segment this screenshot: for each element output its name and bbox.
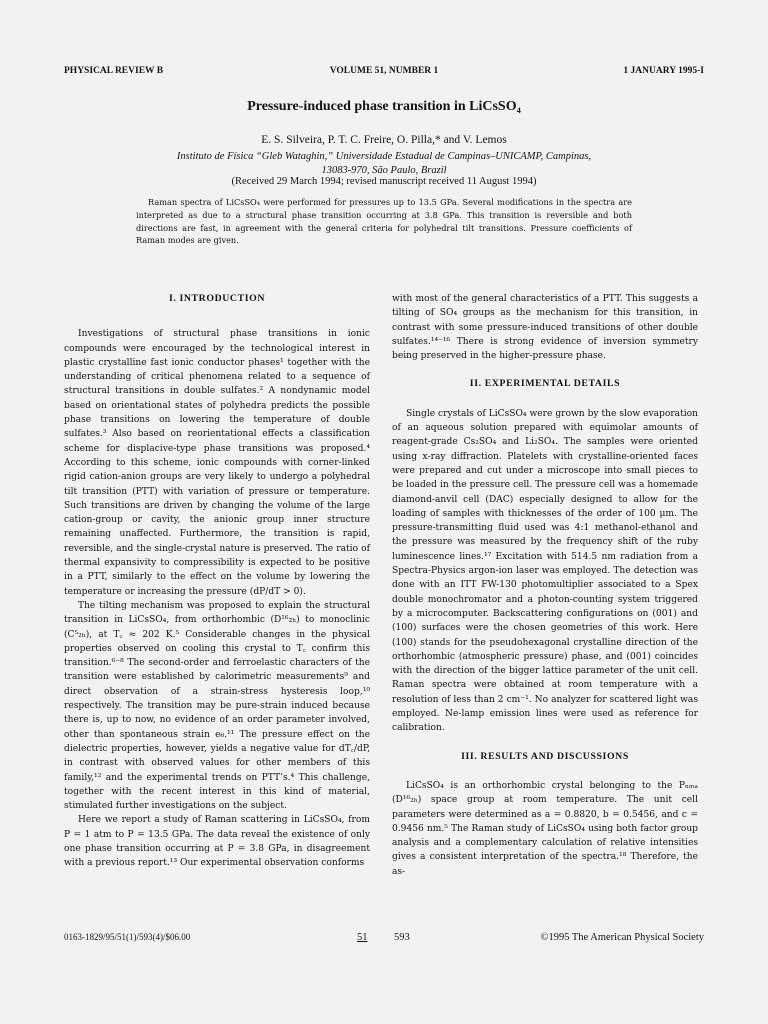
affiliation-line-1: Instituto de Física “Gleb Wataghin,” Universidade Estadual de Campinas–UNICAMP, Campinas, bbox=[176, 151, 592, 162]
copyright: ©1995 The American Physical Society bbox=[540, 932, 704, 943]
right-column bbox=[392, 292, 698, 879]
received-date: (Received 29 March 1994; revised manuscript received 11 August 1994) bbox=[231, 176, 537, 187]
body-paragraph: Here we report a study of Raman scattering in LiCsSO₄, from P = 1 atm to P = 13.5 GPa. The data reveal the existence of only one phase transition occurring at P = 3.8 GPa, in disagreement with a previous report.¹³ Our experimental observation conforms bbox=[64, 815, 370, 869]
author-list: E. S. Silveira, P. T. C. Freire, O. Pilla,* and V. Lemos bbox=[261, 134, 507, 146]
body-paragraph: LiCsSO₄ is an orthorhombic crystal belonging to the Pₙₘₐ (D¹⁶₂ₕ) space group at room temperature. The unit cell parameters were determined as a = 0.8820, b = 0.5456, and c = 0.9456 nm.⁵ The Raman study of LiCsSO₄ using both factor group analysis and a complementary calculation of relative intensities gives a consistent interpretation of the spectra.¹⁸ Therefore, the as- bbox=[392, 780, 698, 877]
page-number: 593 bbox=[394, 932, 410, 943]
volume-footer: 51 bbox=[357, 932, 368, 943]
section-heading-experimental: II. EXPERIMENTAL DETAILS bbox=[469, 378, 621, 390]
body-paragraph: Investigations of structural phase transitions in ionic compounds were encouraged by the technological interest in plastic crystalline fast ionic conductor phases¹ together with the understanding of critical phenomena related to a sequence of structural transitions in double sulfates.² A nondynamic model based on orientational states of polyhedra predicts the possible phase transitions on lowering the temperature of double sulfates.³ Also based on reorientational effects a classification scheme for displacive-type phase transitions was proposed.⁴ According to this scheme, ionic compounds with corner-linked rigid cation-anion groups are very likely to undergo a polyhedral tilt transition (PTT) with variation of pressure or temperature. Such transitions are driven by changing the volume of the large cation-group or cavity, the anionic group inner structure remaining unaffected. Furthermore, the transition is rapid, reversible, and the single-crystal nature is preserved. The ratio of thermal expansivity to compressibility is expected to be positive in a PTT, similarly to the effect on the volume by lowering the temperature or increasing the pressure (dP/dT > 0). bbox=[64, 329, 370, 597]
paper-title: Pressure-induced phase transition in LiCsSO₄ bbox=[247, 99, 521, 114]
running-header bbox=[64, 66, 704, 80]
volume-number: VOLUME 51, NUMBER 1 bbox=[329, 66, 439, 76]
body-paragraph: The tilting mechanism was proposed to explain the structural transition in LiCsSO₄, from orthorhombic (D¹⁶₂ₕ) to monoclinic (C⁵₂ₕ), at T꜀ ≈ 202 K.⁵ Considerable changes in the physical properties observed on cooling this crystal to T꜀ confirm this transition.⁶⁻⁸ The second-order and ferroelastic characters of the transition were established by calorimetric measurements⁹ and direct observation of a strain-stress hysteresis loop,¹⁰ respectively. The transition may be pure-strain induced because there is, up to now, no evidence of an order parameter involved, other than spontaneous strain e₆.¹¹ The pressure effect on the dielectric properties, however, yields a negative value for dT꜀/dP, in contrast with observed values for other members of this family,¹² and the experimental trends on PTT’s.⁴ This challenge, together with the recent interest in this kind of material, stimulated further investigations on the subject. bbox=[64, 600, 370, 812]
section-heading-results: III. RESULTS AND DISCUSSIONS bbox=[461, 750, 629, 762]
section-heading-introduction: I. INTRODUCTION bbox=[168, 293, 266, 304]
abstract: Raman spectra of LiCsSO₄ were performed for pressures up to 13.5 GPa. Several modifications in the spectra are interpreted as due to a structural phase transition occurring at 3.8 GPa. This transition is reversible and both directions are fast, in agreement with the general criteria for polyhedral tilt transitions. Pressure coefficients of Raman modes are given. bbox=[136, 197, 632, 246]
journal-name: PHYSICAL REVIEW B bbox=[64, 66, 164, 76]
left-column bbox=[64, 292, 370, 871]
affiliation-line-2: 13083-970, São Paulo, Brazil bbox=[321, 165, 447, 176]
affiliation bbox=[0, 150, 768, 178]
issue-date: 1 JANUARY 1995-I bbox=[623, 66, 704, 76]
article-code: 0163-1829/95/51(1)/593(4)/$06.00 bbox=[64, 932, 191, 942]
body-paragraph: Single crystals of LiCsSO₄ were grown by the slow evaporation of an aqueous solution prepared with equimolar amounts of reagent-grade Cs₂SO₄ and Li₂SO₄. The samples were oriented using x-ray diffraction. Platelets with crystalline-oriented faces were prepared and cut under a microscope into small pieces to be loaded in the pressure cell. The pressure cell was a homemade diamond-anvil cell (DAC) especially designed to allow for the loading of samples with thicknesses of the order of 100 μm. The pressure-transmitting fluid used was 4:1 methanol-ethanol and the pressure was measured by the frequency shift of the ruby luminescence lines.¹⁷ Excitation with 514.5 nm radiation from a Spectra-Physics argon-ion laser was employed. The detection was done with an ITT FW-130 photomultiplier associated to a Spex double monochromator and a photon-counting system triggered by a microcomputer. Backscattering configurations on (001) and (100) surfaces were the chosen geometries of this work. Here (100) stands for the pseudohexagonal crystalline direction of the orthorhombic (atmospheric pressure) phase, and (001) coincides with the direction of the bigger lattice parameter of the unit cell. Raman spectra were obtained at room temperature with a resolution of less than 2 cm⁻¹. No analyzer for scattered light was employed. Ne-lamp emission lines were used as reference for calibration. bbox=[392, 408, 698, 734]
page-footer bbox=[64, 932, 704, 946]
body-paragraph: with most of the general characteristics of a PTT. This suggests a tilting of SO₄ groups as the mechanism for this transition, in contrast with some pressure-induced transitions of other double sulfates.¹⁴⁻¹⁶ There is strong evidence of inversion symmetry being preserved in the higher-pressure phase. bbox=[392, 294, 698, 362]
